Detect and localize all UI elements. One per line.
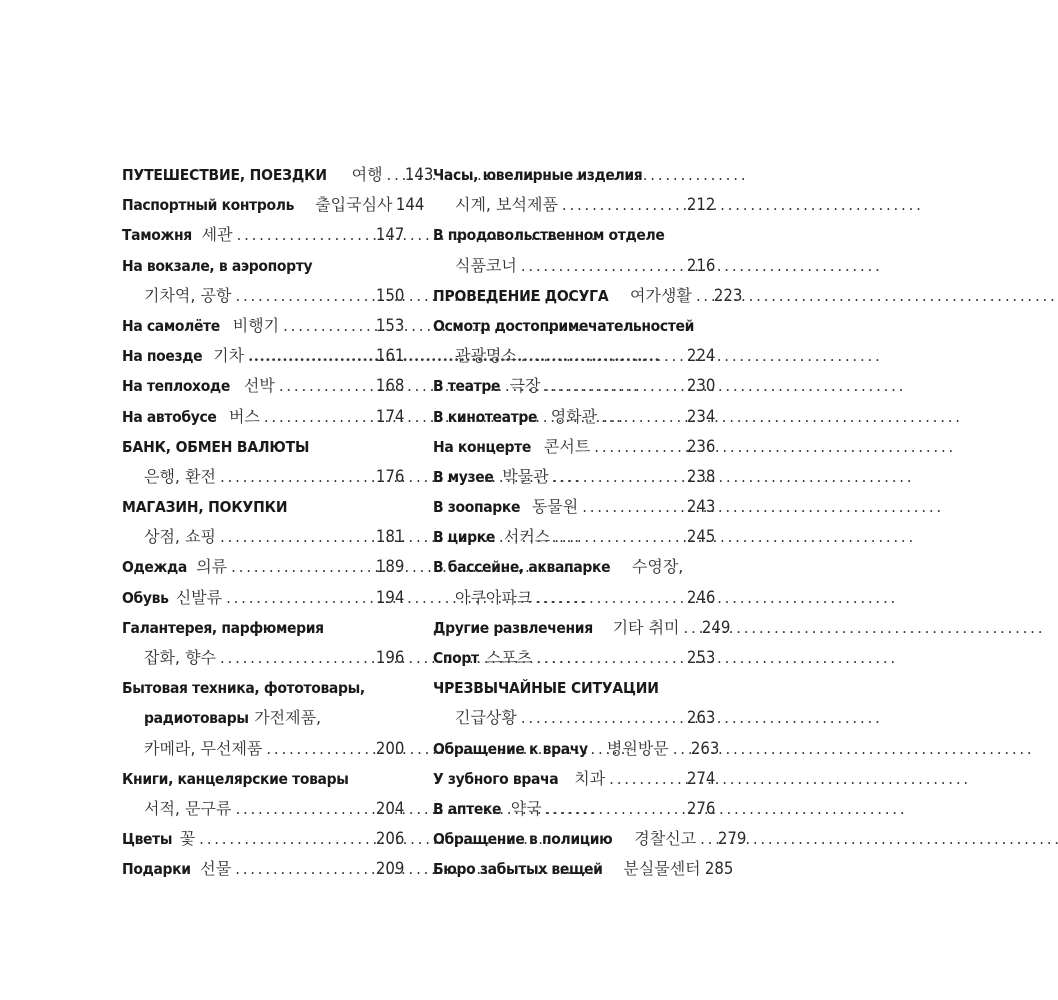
entry-title-ko: 가전제품, <box>254 708 322 728</box>
entry-title-ru: БАНК, ОБМЕН ВАЛЮТЫ <box>122 437 310 456</box>
toc-entry <box>433 341 715 371</box>
entry-title-ru: В зоопарке <box>433 498 521 517</box>
entry-title-ru: Книги, канцелярские товары <box>122 769 349 788</box>
page-number: 181 <box>375 527 404 548</box>
toc-entry <box>433 794 715 824</box>
entry-title-ru: Обращение в полицию <box>433 830 613 849</box>
dot-leader <box>235 281 367 311</box>
entry-title-ko: 신발류 <box>175 587 223 607</box>
entry-title-ko: 기차역, 공항 <box>144 285 232 305</box>
entry-title-ru: В продовольственном отделе <box>433 226 665 245</box>
entry-title-ko: 비행기 <box>232 315 280 335</box>
entry-title-ko: 카메라, 무선제품 <box>144 738 263 758</box>
entry-title-ru: В цирке <box>433 528 496 547</box>
entry-title-ru: Осмотр достопримечательностей <box>433 316 695 335</box>
entry-title-ko: 스포츠 <box>485 648 533 667</box>
entry-title-ko: 잡화, 향수 <box>144 648 216 667</box>
entry-title-ru: Спорт <box>433 649 479 667</box>
entry-title-ko: 상점, 쇼핑 <box>144 527 216 547</box>
dot-leader <box>226 583 367 613</box>
page-number: 245 <box>686 527 715 548</box>
page-number: 144 <box>396 195 425 216</box>
page-number: 276 <box>686 798 715 819</box>
toc-entry <box>122 492 404 522</box>
toc-entry <box>433 734 720 764</box>
toc-entry <box>122 160 433 190</box>
entry-title-ko: 기차 <box>213 346 245 366</box>
dot-leader <box>562 190 679 220</box>
page-number: 263 <box>686 708 715 729</box>
entry-title-ko: 아쿠아파크 <box>455 587 533 607</box>
entry-title-ru: В бассейне, аквапарке <box>433 558 611 577</box>
page-number: 194 <box>375 587 404 608</box>
toc-entry <box>433 462 715 492</box>
entry-title-ko: 콘서트 <box>543 436 591 456</box>
page-number: 143 <box>404 165 433 185</box>
page-number: 224 <box>686 346 715 367</box>
toc-entry <box>433 371 715 401</box>
entry-title-ru: ЧРЕЗВЫЧАЙНЫЕ СИТУАЦИИ <box>433 679 659 698</box>
entry-title-ko: 병원방문 <box>606 738 669 758</box>
page-number: 234 <box>686 406 715 427</box>
entry-title-ko: 서적, 문구류 <box>144 798 232 818</box>
page-number: 263 <box>690 738 720 759</box>
dot-leader <box>235 854 367 884</box>
toc-entry <box>122 220 404 250</box>
dot-leader <box>220 462 368 492</box>
page-number: 249 <box>701 617 730 638</box>
toc-entry <box>433 673 715 703</box>
dot-leader <box>554 522 678 552</box>
page-number: 189 <box>375 557 404 578</box>
toc-right-column <box>433 160 747 885</box>
dot-leader <box>582 492 678 522</box>
dot-leader <box>544 371 678 401</box>
page-number: 209 <box>375 859 404 880</box>
toc-entry <box>122 794 404 824</box>
page-number: 200 <box>375 738 404 759</box>
page-number: 176 <box>375 466 404 487</box>
entry-title-ko: 분실물센터 <box>623 859 701 879</box>
dot-leader <box>387 160 397 190</box>
entry-title-ru: Паспортный контроль <box>122 196 295 215</box>
toc-entry <box>122 311 404 341</box>
toc-entry <box>433 402 715 432</box>
entry-title-ru: В музее <box>433 467 494 486</box>
toc-entry <box>122 341 404 371</box>
entry-title-ru: В кинотеатре <box>433 407 538 426</box>
toc-entry <box>122 251 404 281</box>
toc-entry <box>433 854 734 884</box>
toc-entry <box>122 432 404 462</box>
entry-title-ru: На автобусе <box>122 407 217 426</box>
dot-leader <box>594 432 678 462</box>
page-number: 236 <box>686 436 715 457</box>
toc-entry <box>433 160 715 190</box>
entry-title-ko: 서커스 <box>503 527 551 547</box>
entry-title-ru: Цветы <box>122 830 173 849</box>
page-number: 174 <box>375 406 404 427</box>
dot-leader <box>279 371 368 401</box>
entry-title-ko: 여가생활 <box>630 285 692 305</box>
entry-title-ko: 수영장, <box>631 557 684 577</box>
entry-title-ko: 시계, 보석제품 <box>455 195 558 215</box>
entry-title-ru: В аптеке <box>433 799 502 818</box>
page-number: 238 <box>686 466 715 487</box>
entry-title-ko: 식품코너 <box>455 255 517 275</box>
toc-entry <box>433 643 715 673</box>
entry-title-ko: 극장 <box>509 376 541 396</box>
page-number: 253 <box>686 648 715 668</box>
entry-title-ko: 영화관 <box>550 406 598 426</box>
dot-leader <box>553 462 679 492</box>
page-number: 216 <box>686 255 715 276</box>
toc-entry <box>122 190 425 220</box>
toc-entry <box>122 643 404 673</box>
toc-entry <box>433 703 715 733</box>
entry-title-ko: 버스 <box>228 406 260 426</box>
entry-title-ko: 경찰신고 <box>634 829 697 849</box>
dot-leader <box>266 734 367 764</box>
toc-entry <box>433 552 715 582</box>
entry-title-ko: 선박 <box>243 376 275 396</box>
dot-leader <box>521 703 679 733</box>
toc-entry <box>433 432 715 462</box>
page-number: 168 <box>375 376 404 397</box>
dot-leader <box>696 281 706 311</box>
page-number: 243 <box>686 497 715 518</box>
toc-entry <box>433 522 715 552</box>
dot-leader <box>546 794 679 824</box>
entry-title-ko: 선물 <box>200 859 232 879</box>
toc-entry <box>433 190 715 220</box>
entry-title-ru: У зубного врача <box>433 769 559 788</box>
toc-entry <box>122 371 404 401</box>
entry-title-ru: ПРОВЕДЕНИЕ ДОСУГА <box>433 286 609 305</box>
entry-title-ko: 여행 <box>351 165 383 184</box>
toc-entry <box>122 854 404 884</box>
page-number: 147 <box>375 225 404 246</box>
page-number: 153 <box>375 315 404 336</box>
entry-title-ru: Одежда <box>122 558 187 577</box>
dot-leader <box>237 220 368 250</box>
dot-leader <box>536 583 678 613</box>
toc-entry <box>122 552 404 582</box>
entry-title-ko: 긴급상황 <box>455 708 517 728</box>
page-number: 230 <box>686 376 715 397</box>
entry-title-ko: 꽃 <box>179 829 196 849</box>
entry-title-ru: ПУТЕШЕСТВИЕ, ПОЕЗДКИ <box>122 166 327 184</box>
toc-entry <box>122 703 404 733</box>
toc-entry <box>122 402 404 432</box>
dot-leader <box>248 341 367 371</box>
page-number: 196 <box>375 648 404 668</box>
entry-title-ru: На поезде <box>122 347 203 366</box>
entry-title-ru: На самолёте <box>122 316 220 335</box>
toc-entry <box>122 824 404 854</box>
dot-leader <box>220 643 368 673</box>
entry-title-ru: Подарки <box>122 860 191 879</box>
toc-entry <box>433 583 715 613</box>
entry-title-ru: МАГАЗИН, ПОКУПКИ <box>122 498 288 517</box>
entry-title-ru: Часы, ювелирные изделия <box>433 166 643 184</box>
toc-entry <box>122 613 404 643</box>
page-number: 274 <box>686 768 715 789</box>
dot-leader <box>283 311 367 341</box>
dot-leader <box>199 824 367 854</box>
entry-title-ko: 치과 <box>574 768 606 788</box>
toc-left-column <box>122 160 433 885</box>
dot-leader <box>700 824 710 854</box>
entry-title-ko: 출입국심사 <box>315 195 393 215</box>
entry-title-ko: 기타 취미 <box>612 617 680 637</box>
entry-title-ru: В театре <box>433 377 501 396</box>
entry-title-ru: Обувь <box>122 588 169 607</box>
entry-title-ru: Бюро забытых вещей <box>433 860 603 879</box>
dot-leader <box>264 402 368 432</box>
page-number: 246 <box>686 587 715 608</box>
entry-title-ru: Бытовая техника, фототовары, <box>122 679 365 698</box>
entry-title-ru: Галантерея, парфюмерия <box>122 618 324 637</box>
toc-entry <box>122 522 404 552</box>
entry-title-ru: На вокзале, в аэропорту <box>122 256 313 275</box>
dot-leader <box>684 613 694 643</box>
entry-title-ko: 관광명소 <box>455 346 517 366</box>
entry-title-ru: Другие развлечения <box>433 618 593 637</box>
entry-title-ko: 동물원 <box>531 497 579 517</box>
page-number: 279 <box>718 829 747 850</box>
entry-title-ru: На теплоходе <box>122 377 230 396</box>
dot-leader <box>235 794 367 824</box>
page-number: 204 <box>375 798 404 819</box>
entry-title-ko: 박물관 <box>502 466 549 486</box>
toc-entry <box>433 311 715 341</box>
toc-entry <box>433 281 743 311</box>
dot-leader <box>609 764 678 794</box>
toc-entry <box>122 764 404 794</box>
toc-entry <box>433 251 715 281</box>
dot-leader <box>536 643 678 673</box>
toc-entry <box>122 673 404 703</box>
toc-entry <box>433 824 747 854</box>
toc-entry <box>433 764 715 794</box>
page-number: 206 <box>375 829 404 850</box>
page-number: 212 <box>686 195 715 216</box>
toc-entry <box>122 462 404 492</box>
entry-title-ko: 의류 <box>196 557 228 577</box>
entry-title-ru: Таможня <box>122 226 192 245</box>
entry-title-ru: радиотовары <box>144 709 249 728</box>
page-number: 223 <box>713 285 743 306</box>
entry-title-ko: 세관 <box>201 225 233 245</box>
dot-leader <box>220 522 368 552</box>
page-number: 150 <box>375 285 404 306</box>
toc-entry <box>122 281 404 311</box>
toc-entry <box>433 613 730 643</box>
toc-entry <box>433 220 715 250</box>
entry-title-ru: Обращение к врачу <box>433 739 588 758</box>
toc-entry <box>433 492 715 522</box>
page-number: 161 <box>375 346 404 367</box>
entry-title-ko: 약국 <box>510 798 542 818</box>
toc-entry <box>122 734 404 764</box>
page-number: 285 <box>704 859 734 880</box>
entry-title-ko: 은행, 환전 <box>144 466 216 486</box>
dot-leader <box>521 251 679 281</box>
dot-leader <box>601 402 678 432</box>
dot-leader <box>521 341 679 371</box>
toc-entry <box>122 583 404 613</box>
dot-leader <box>673 734 683 764</box>
entry-title-ru: На концерте <box>433 437 532 456</box>
dot-leader <box>231 552 367 582</box>
